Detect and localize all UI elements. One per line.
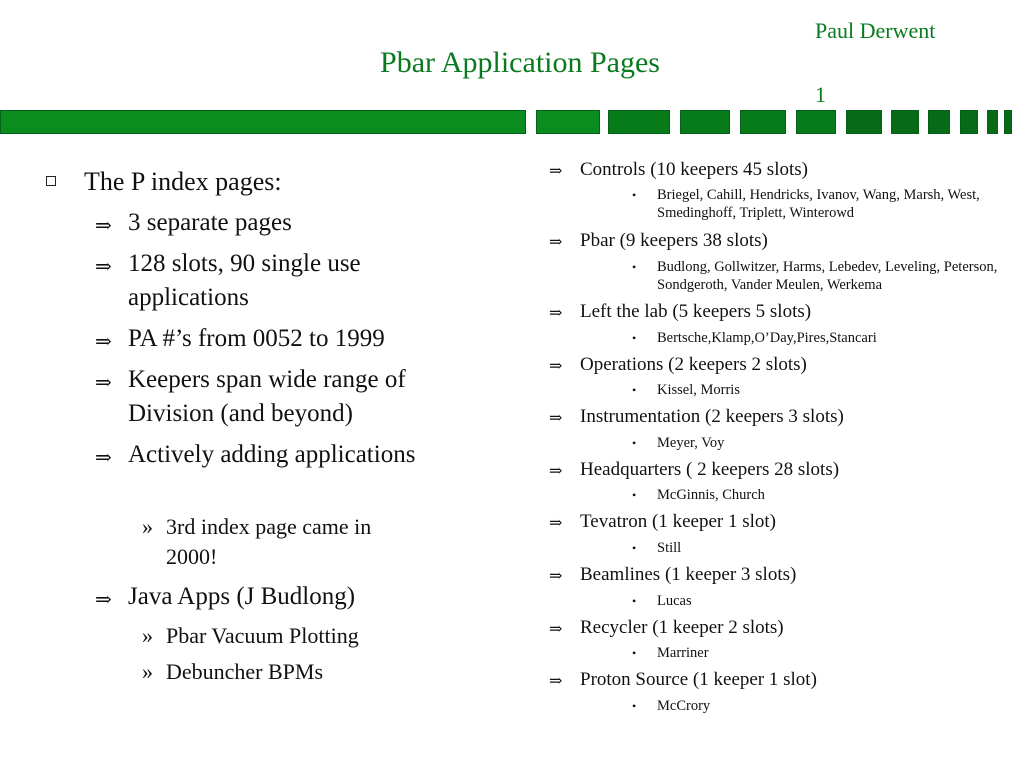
square-bullet-icon (46, 176, 56, 186)
implies-arrow-icon: ⇒ (549, 673, 563, 690)
group-label: Controls (10 keepers 45 slots) (580, 159, 808, 180)
group-names: Briegel, Cahill, Hendricks, Ivanov, Wang, Marsh, West, Smedinghoff, Triplett, Winterowd (657, 187, 980, 221)
group-label: Headquarters ( 2 keepers 28 slots) (580, 459, 840, 480)
left-item: Keepers span wide range of Division (and beyond) (128, 366, 406, 427)
dot-bullet-icon: • (632, 436, 637, 450)
group-names: McCrory (657, 698, 711, 714)
implies-arrow-icon: ⇒ (95, 589, 112, 611)
group-names: Lucas (657, 593, 692, 609)
group-names: Bertsche,Klamp,O’Day,Pires,Stancari (657, 330, 877, 346)
left-item: Actively adding applications (128, 441, 416, 468)
group-label: Recycler (1 keeper 2 slots) (580, 617, 784, 638)
group-names: Marriner (657, 645, 709, 661)
left-item: 3 separate pages (128, 209, 292, 236)
implies-arrow-icon: ⇒ (549, 568, 563, 585)
dot-bullet-icon: • (632, 594, 637, 608)
implies-arrow-icon: ⇒ (549, 410, 563, 427)
group-label: Proton Source (1 keeper 1 slot) (580, 669, 817, 690)
left-sub-item: Debuncher BPMs (166, 659, 324, 684)
implies-arrow-icon: ⇒ (549, 163, 563, 180)
implies-arrow-icon: ⇒ (95, 447, 112, 469)
implies-arrow-icon: ⇒ (549, 234, 563, 251)
left-sub-item: Pbar Vacuum Plotting (166, 623, 359, 648)
double-chevron-icon: » (142, 623, 153, 648)
group-label: Operations (2 keepers 2 slots) (580, 354, 807, 375)
dot-bullet-icon: • (632, 699, 637, 713)
dot-bullet-icon: • (632, 331, 637, 345)
implies-arrow-icon: ⇒ (95, 372, 112, 394)
implies-arrow-icon: ⇒ (549, 515, 563, 532)
dot-bullet-icon: • (632, 260, 637, 274)
implies-arrow-icon: ⇒ (549, 621, 563, 638)
left-item: PA #’s from 0052 to 1999 (128, 325, 385, 352)
group-label: Instrumentation (2 keepers 3 slots) (580, 406, 844, 427)
group-names: Still (657, 540, 682, 556)
double-chevron-icon: » (142, 659, 153, 684)
left-heading: The P index pages: (84, 167, 282, 196)
slide-title: Pbar Application Pages (380, 46, 660, 79)
group-names: Meyer, Voy (657, 435, 725, 451)
left-item: 128 slots, 90 single use applications (128, 250, 361, 311)
dot-bullet-icon: • (632, 188, 637, 202)
group-label: Beamlines (1 keeper 3 slots) (580, 564, 797, 585)
implies-arrow-icon: ⇒ (549, 358, 563, 375)
group-label: Left the lab (5 keepers 5 slots) (580, 301, 812, 322)
implies-arrow-icon: ⇒ (95, 215, 112, 237)
implies-arrow-icon: ⇒ (549, 305, 563, 322)
implies-arrow-icon: ⇒ (95, 256, 112, 278)
left-sub-item: 3rd index page came in 2000! (166, 514, 372, 569)
author-name: Paul Derwent (815, 18, 936, 43)
dot-bullet-icon: • (632, 488, 637, 502)
group-names: McGinnis, Church (657, 487, 765, 503)
implies-arrow-icon: ⇒ (549, 463, 563, 480)
left-item: Java Apps (J Budlong) (128, 583, 356, 610)
implies-arrow-icon: ⇒ (95, 331, 112, 353)
double-chevron-icon: » (142, 514, 153, 539)
group-label: Tevatron (1 keeper 1 slot) (580, 511, 776, 532)
dot-bullet-icon: • (632, 541, 637, 555)
group-names: Kissel, Morris (657, 382, 740, 398)
group-label: Pbar (9 keepers 38 slots) (580, 230, 768, 251)
dot-bullet-icon: • (632, 646, 637, 660)
page-number: 1 (815, 82, 826, 107)
group-names: Budlong, Gollwitzer, Harms, Lebedev, Leveling, Peterson, Sondgeroth, Vander Meulen, Werkema (657, 259, 998, 293)
dot-bullet-icon: • (632, 383, 637, 397)
